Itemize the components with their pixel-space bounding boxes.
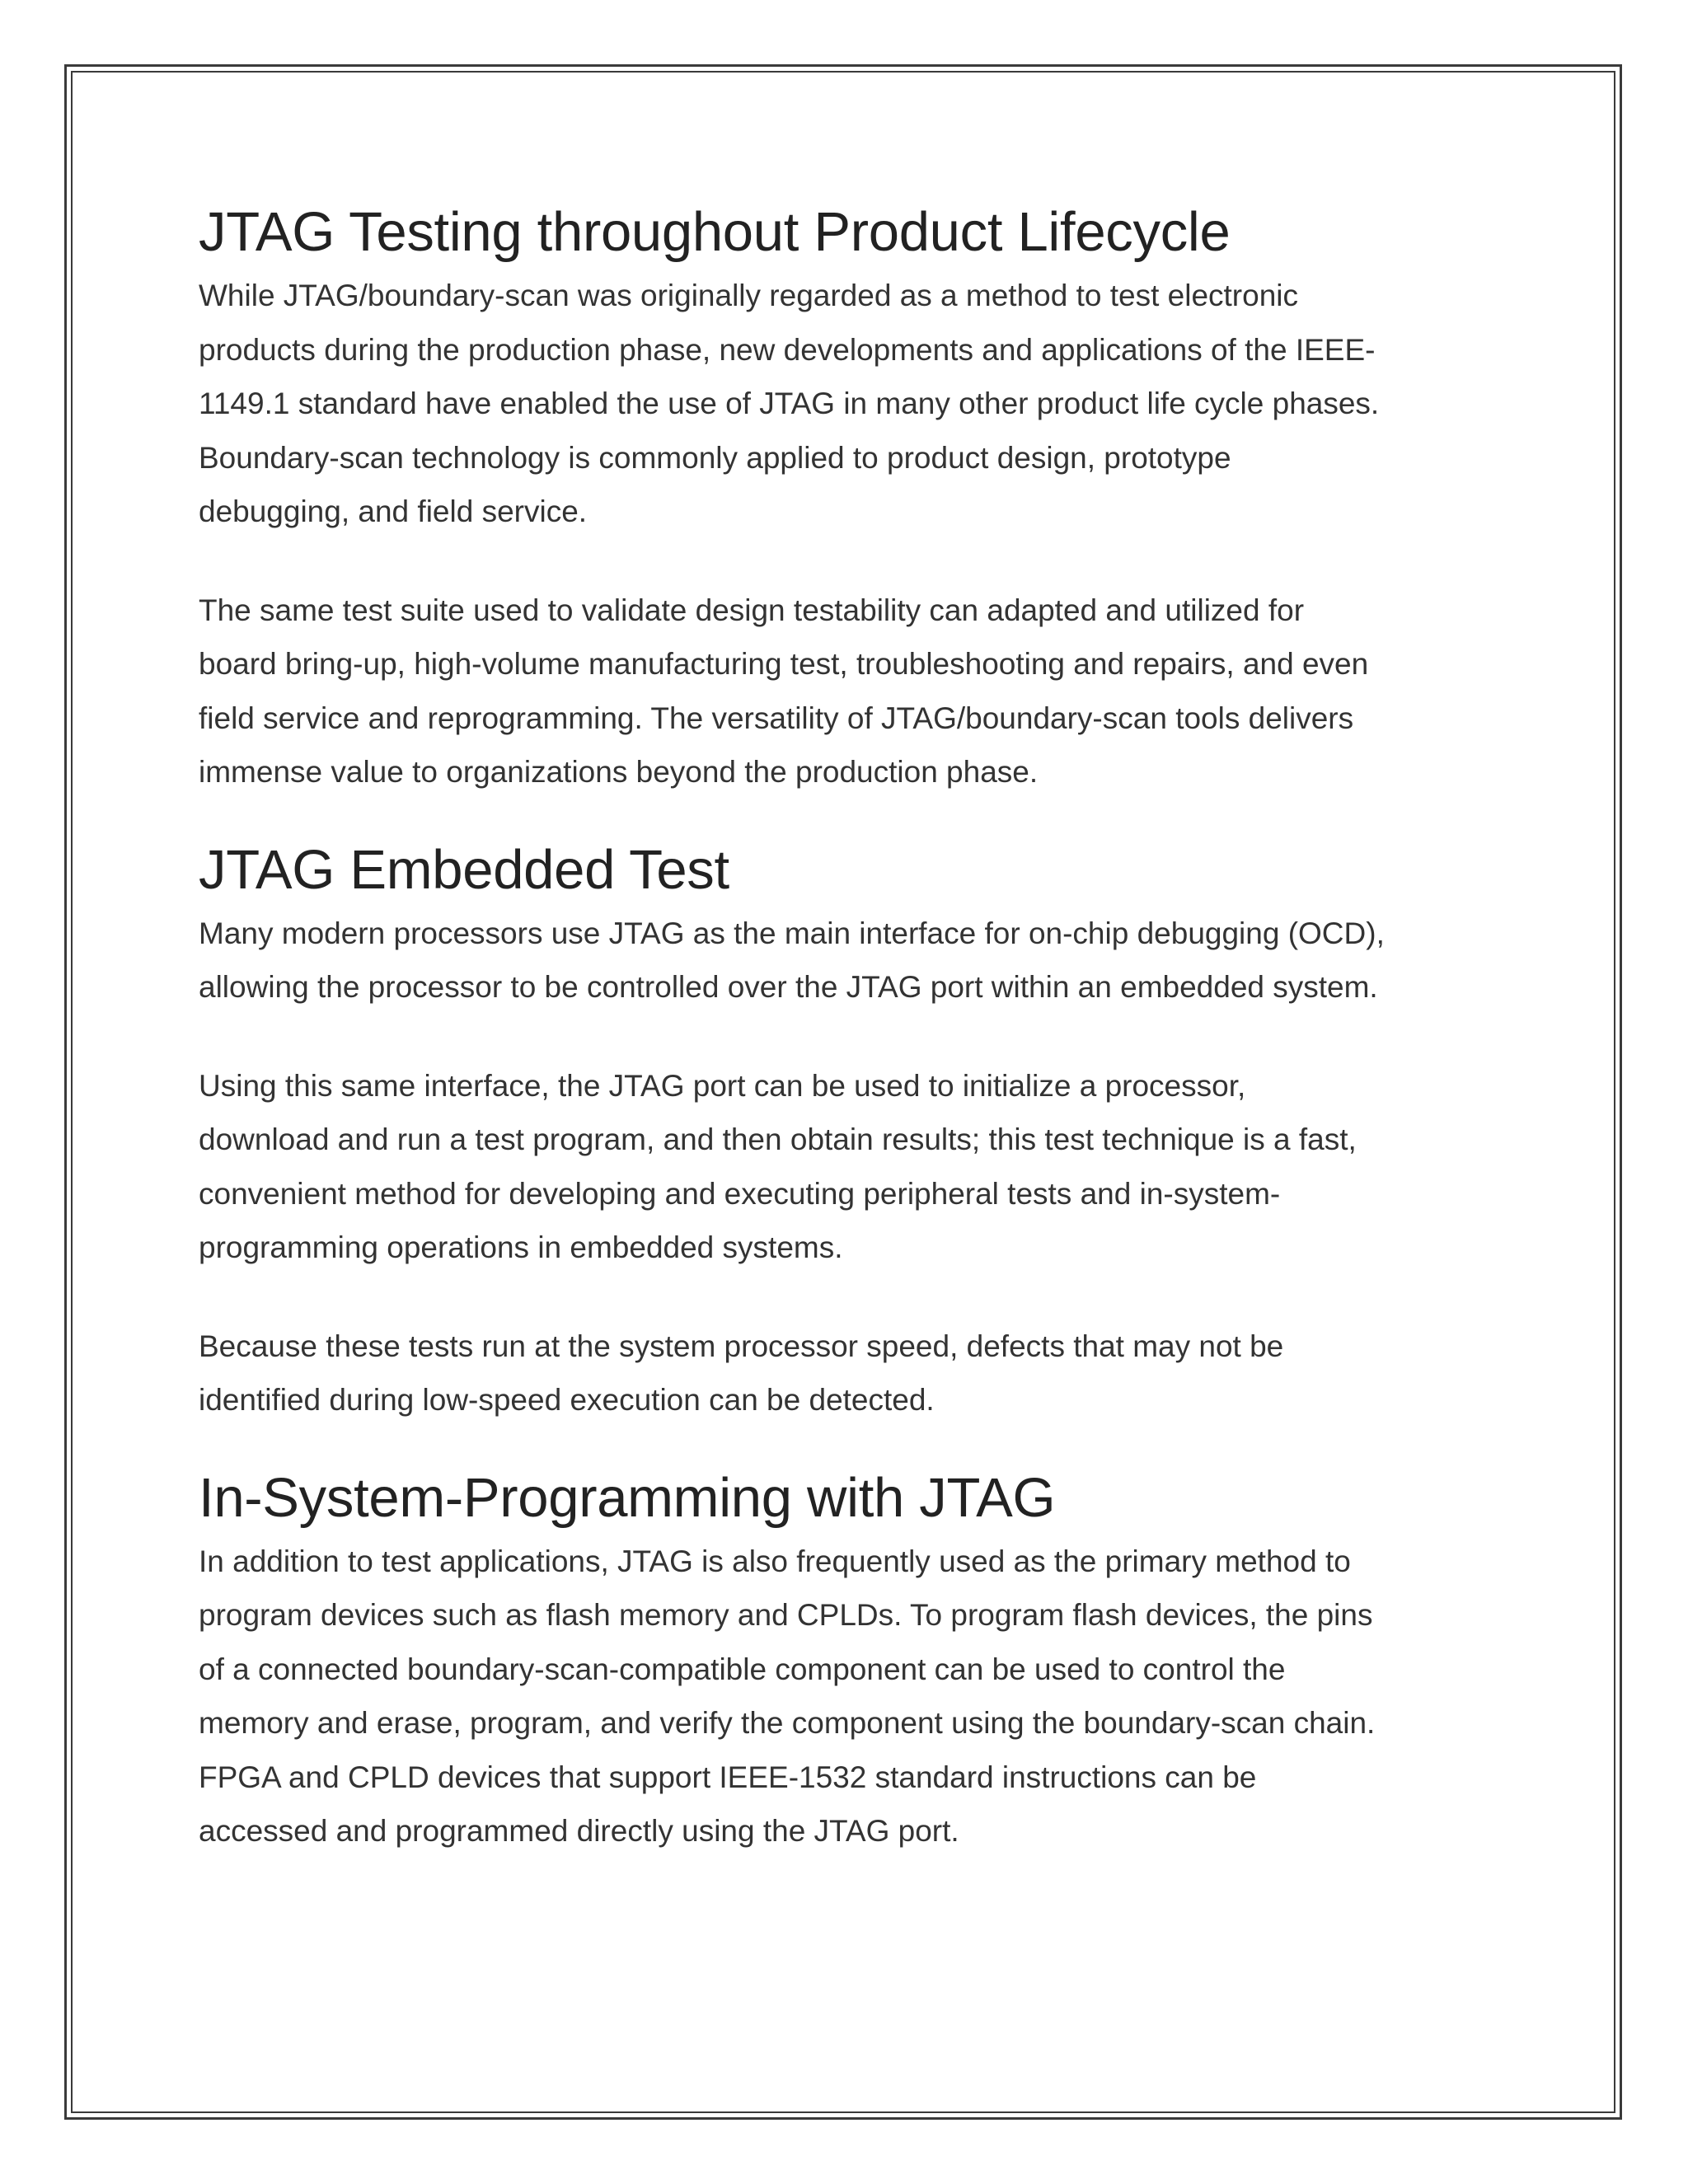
paragraph-lifecycle-intro: [199, 269, 1509, 539]
paragraph-embedded-interface: [199, 1059, 1509, 1275]
paragraph-embedded-speed: [199, 1319, 1509, 1427]
text-line: download and run a test program, and then obtain results; this test technique is a fast,: [199, 1122, 1357, 1156]
text-line: board bring-up, high-volume manufacturing test, troubleshooting and repairs, and even: [199, 647, 1369, 681]
paragraph-lifecycle-test-suite: [199, 583, 1509, 799]
text-line: debugging, and field service.: [199, 494, 588, 528]
text-line: convenient method for developing and executing peripheral tests and in-system-: [199, 1176, 1281, 1211]
text-line: 1149.1 standard have enabled the use of JTAG in many other product life cycle phases.: [199, 387, 1380, 420]
text-line: Because these tests run at the system processor speed, defects that may not be: [199, 1329, 1284, 1363]
paragraph-isp: [199, 1535, 1509, 1858]
text-line: FPGA and CPLD devices that support IEEE-1532 standard instructions can be: [199, 1760, 1257, 1794]
text-line: Many modern processors use JTAG as the main interface for on-chip debugging (OCD),: [199, 916, 1385, 950]
text-line: The same test suite used to validate design testability can adapted and utilized for: [199, 593, 1305, 627]
section-heading-lifecycle: JTAG Testing throughout Product Lifecycle: [199, 201, 1231, 263]
text-line: of a connected boundary-scan-compatible component can be used to control the: [199, 1652, 1286, 1686]
document-content: [199, 198, 1509, 1858]
section-heading-embedded-test: JTAG Embedded Test: [199, 838, 729, 901]
text-line: program devices such as flash memory and CPLDs. To program flash devices, the pins: [199, 1598, 1373, 1632]
paragraph-embedded-ocd: [199, 907, 1509, 1015]
section-heading-isp: In-System-Programming with JTAG: [199, 1466, 1056, 1529]
text-line: allowing the processor to be controlled over the JTAG port within an embedded system.: [199, 970, 1378, 1004]
text-line: field service and reprogramming. The versatility of JTAG/boundary-scan tools delivers: [199, 701, 1354, 735]
text-line: Using this same interface, the JTAG port can be used to initialize a processor,: [199, 1068, 1246, 1103]
text-line: programming operations in embedded systems.: [199, 1230, 843, 1264]
text-line: accessed and programmed directly using the JTAG port.: [199, 1814, 959, 1848]
text-line: identified during low-speed execution can be detected.: [199, 1383, 935, 1417]
text-line: While JTAG/boundary-scan was originally regarded as a method to test electronic: [199, 279, 1299, 312]
text-line: Boundary-scan technology is commonly applied to product design, prototype: [199, 440, 1231, 475]
text-line: memory and erase, program, and verify the component using the boundary-scan chain.: [199, 1706, 1376, 1740]
text-line: immense value to organizations beyond the production phase.: [199, 755, 1039, 789]
text-line: In addition to test applications, JTAG is also frequently used as the primary method to: [199, 1544, 1351, 1578]
text-line: products during the production phase, new developments and applications of the IEEE-: [199, 332, 1376, 367]
